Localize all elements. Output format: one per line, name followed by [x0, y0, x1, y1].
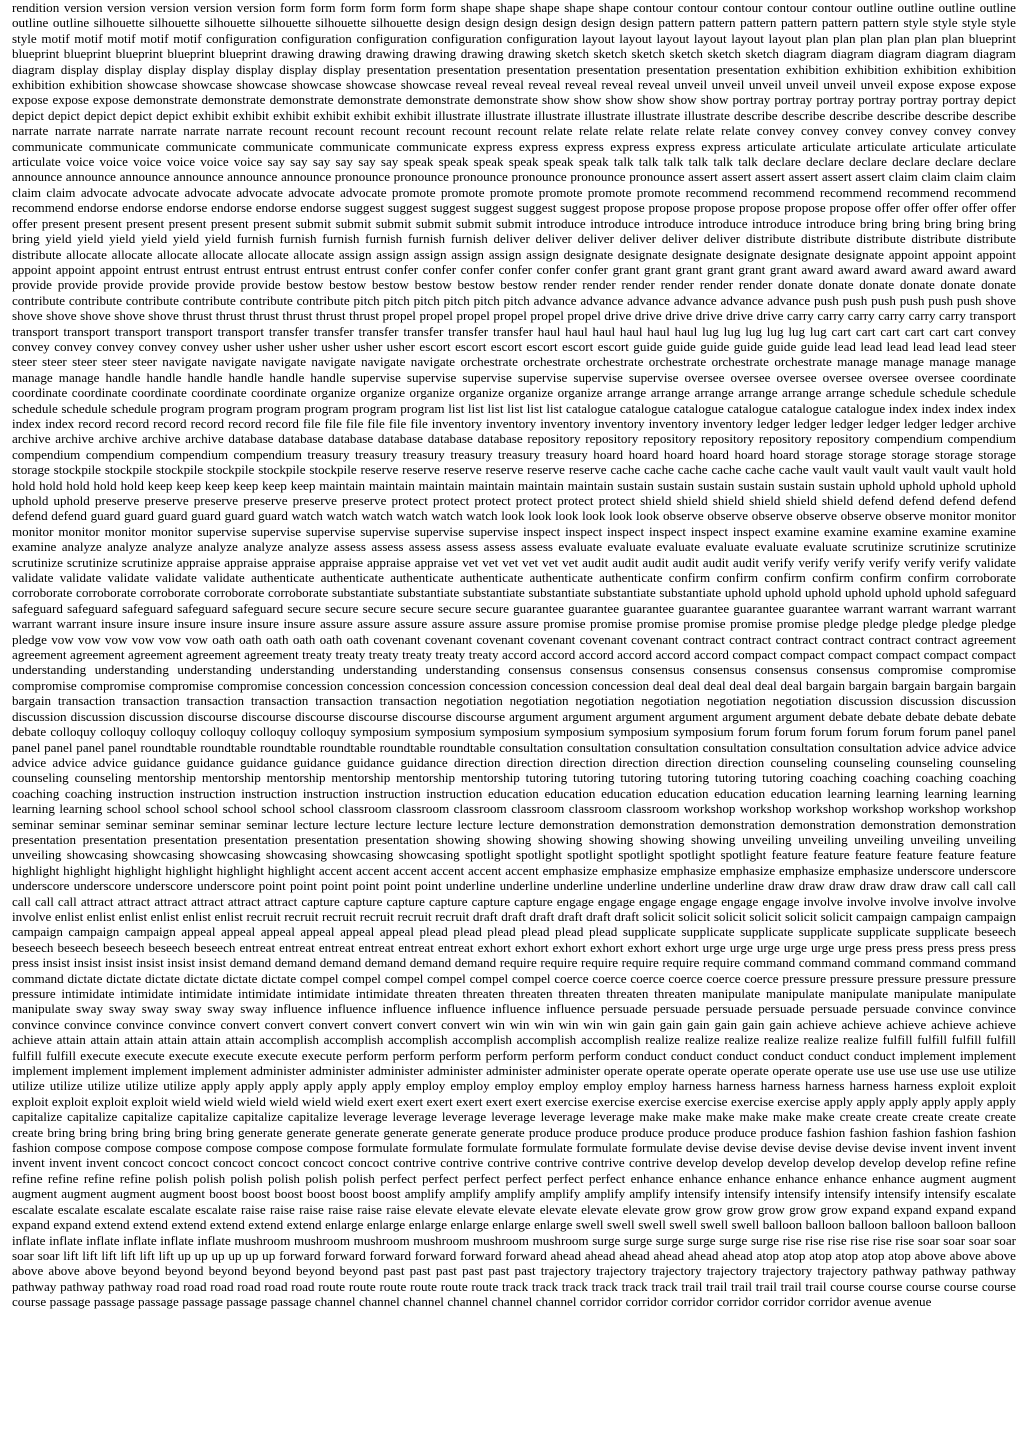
document-body [12, 0, 1016, 1446]
word-list-paragraph: rendition version version version version version form form form form form form shape shape shape shape shape contour contour contour contour contour outline outline outline outline outline outline silhouette silhouette silhouette silhouette silhouette silhouette design design design design design design pattern pattern pattern pattern pattern pattern style style style style style motif motif motif motif motif configuration configuration configuration configuration configuration layout layout layout layout layout layout plan plan plan plan plan plan blueprint blueprint blueprint blueprint blueprint blueprint drawing drawing drawing drawing drawing drawing sketch sketch sketch sketch sketch sketch diagram diagram diagram diagram diagram diagram display display display display display display display presentation presentation presentation presentation presentation presentation exhibition exhibition exhibition exhibition exhibition exhibition showcase showcase showcase showcase showcase showcase reveal reveal reveal reveal reveal reveal unveil unveil unveil unveil unveil unveil expose expose expose expose expose expose demonstrate demonstrate demonstrate demonstrate demonstrate demonstrate show show show show show show portray portray portray portray portray portray depict depict depict depict depict depict exhibit exhibit exhibit exhibit exhibit exhibit illustrate illustrate illustrate illustrate illustrate illustrate describe describe describe describe describe describe narrate narrate narrate narrate narrate narrate recount recount recount recount recount recount relate relate relate relate relate relate convey convey convey convey convey convey communicate communicate communicate communicate communicate communicate express express express express express express articulate articulate articulate articulate articulate articulate voice voice voice voice voice voice say say say say say say speak speak speak speak speak speak talk talk talk talk talk talk declare declare declare declare declare declare announce announce announce announce announce announce pronounce pronounce pronounce pronounce pronounce pronounce assert assert assert assert assert assert claim claim claim claim claim claim advocate advocate advocate advocate advocate advocate promote promote promote promote promote promote recommend recommend recommend recommend recommend recommend endorse endorse endorse endorse endorse endorse suggest suggest suggest suggest suggest suggest propose propose propose propose propose propose offer offer offer offer offer offer present present present present present present submit submit submit submit submit submit introduce introduce introduce introduce introduce introduce bring bring bring bring bring bring yield yield yield yield yield yield furnish furnish furnish furnish furnish furnish deliver deliver deliver deliver deliver deliver distribute distribute distribute distribute distribute distribute allocate allocate allocate allocate allocate allocate assign assign assign assign assign assign designate designate designate designate designate designate appoint appoint appoint appoint appoint appoint entrust entrust entrust entrust entrust entrust confer confer confer confer confer confer grant grant grant grant grant grant award award award award award award provide provide provide provide provide provide bestow bestow bestow bestow bestow bestow render render render render render render donate donate donate donate donate donate contribute contribute contribute contribute contribute contribute pitch pitch pitch pitch pitch pitch advance advance advance advance advance advance push push push push push push shove shove shove shove shove shove thrust thrust thrust thrust thrust thrust propel propel propel propel propel propel drive drive drive drive drive drive carry carry carry carry carry carry transport transport transport transport transport transport transfer transfer transfer transfer transfer transfer haul haul haul haul haul haul lug lug lug lug lug lug cart cart cart cart cart cart convey convey convey convey convey convey usher usher usher usher usher usher escort escort escort escort escort escort guide guide guide guide guide guide lead lead lead lead lead lead steer steer steer steer steer steer navigate navigate navigate navigate navigate navigate orchestrate orchestrate orchestrate orchestrate orchestrate orchestrate manage manage manage manage manage manage handle handle handle handle handle handle supervise supervise supervise supervise supervise supervise oversee oversee oversee oversee oversee oversee coordinate coordinate coordinate coordinate coordinate coordinate organize organize organize organize organize organize arrange arrange arrange arrange arrange arrange schedule schedule schedule schedule schedule schedule program program program program program program list list list list list list catalogue catalogue catalogue catalogue catalogue catalogue index index index index index index record record record record record record file file file file file file inventory inventory inventory inventory inventory inventory ledger ledger ledger ledger ledger ledger archive archive archive archive archive archive database database database database database database repository repository repository repository repository repository compendium compendium compendium compendium compendium compendium treasury treasury treasury treasury treasury treasury hoard hoard hoard hoard hoard hoard storage storage storage storage storage storage stockpile stockpile stockpile stockpile stockpile stockpile reserve reserve reserve reserve reserve reserve cache cache cache cache cache cache vault vault vault vault vault vault hold hold hold hold hold hold keep keep keep keep keep keep maintain maintain maintain maintain maintain maintain sustain sustain sustain sustain sustain sustain uphold uphold uphold uphold uphold uphold preserve preserve preserve preserve preserve preserve protect protect protect protect protect protect shield shield shield shield shield shield defend defend defend defend defend defend guard guard guard guard guard guard watch watch watch watch watch watch look look look look look look observe observe observe observe observe observe monitor monitor monitor monitor monitor monitor supervise supervise supervise supervise supervise supervise inspect inspect inspect inspect inspect inspect examine examine examine examine examine examine analyze analyze analyze analyze analyze analyze assess assess assess assess assess assess evaluate evaluate evaluate evaluate evaluate evaluate scrutinize scrutinize scrutinize scrutinize scrutinize scrutinize appraise appraise appraise appraise appraise appraise vet vet vet vet vet vet audit audit audit audit audit audit verify verify verify verify verify verify validate validate validate validate validate validate authenticate authenticate authenticate authenticate authenticate authenticate confirm confirm confirm confirm confirm confirm corroborate corroborate corroborate corroborate corroborate corroborate substantiate substantiate substantiate substantiate substantiate substantiate uphold uphold uphold uphold uphold uphold safeguard safeguard safeguard safeguard safeguard safeguard secure secure secure secure secure secure guarantee guarantee guarantee guarantee guarantee guarantee warrant warrant warrant warrant warrant warrant insure insure insure insure insure insure assure assure assure assure assure assure promise promise promise promise promise promise pledge pledge pledge pledge pledge pledge vow vow vow vow vow vow oath oath oath oath oath oath covenant covenant covenant covenant covenant covenant contract contract contract contract contract contract agreement agreement agreement agreement agreement agreement treaty treaty treaty treaty treaty treaty accord accord accord accord accord accord compact compact compact compact compact compact understanding understanding understanding understanding understanding understanding consensus consensus consensus consensus consensus consensus compromise compromise compromise compromise compromise compromise concession concession concession concession concession concession deal deal deal deal deal deal bargain bargain bargain bargain bargain bargain transaction transaction transaction transaction transaction transaction negotiation negotiation negotiation negotiation negotiation negotiation discussion discussion discussion discussion discussion discussion discourse discourse discourse discourse discourse discourse argument argument argument argument argument argument debate debate debate debate debate debate colloquy colloquy colloquy colloquy colloquy colloquy symposium symposium symposium symposium symposium symposium forum forum forum forum forum forum panel panel panel panel panel panel roundtable roundtable roundtable roundtable roundtable roundtable consultation consultation consultation consultation consultation consultation advice advice advice advice advice advice guidance guidance guidance guidance guidance guidance direction direction direction direction direction direction counseling counseling counseling counseling counseling counseling mentorship mentorship mentorship mentorship mentorship mentorship tutoring tutoring tutoring tutoring tutoring tutoring coaching coaching coaching coaching coaching coaching instruction instruction instruction instruction instruction instruction education education education education education education learning learning learning learning learning learning school school school school school school classroom classroom classroom classroom classroom classroom workshop workshop workshop workshop workshop workshop seminar seminar seminar seminar seminar seminar lecture lecture lecture lecture lecture lecture demonstration demonstration demonstration demonstration demonstration demonstration presentation presentation presentation presentation presentation presentation showing showing showing showing showing showing unveiling unveiling unveiling unveiling unveiling unveiling showcasing showcasing showcasing showcasing showcasing showcasing spotlight spotlight spotlight spotlight spotlight spotlight feature feature feature feature feature feature highlight highlight highlight highlight highlight highlight accent accent accent accent accent accent emphasize emphasize emphasize emphasize emphasize emphasize underscore underscore underscore underscore underscore underscore point point point point point point underline underline underline underline underline underline draw draw draw draw draw draw call call call call call call attract attract attract attract attract attract capture capture capture capture capture capture engage engage engage engage engage engage involve involve involve involve involve involve enlist enlist enlist enlist enlist enlist recruit recruit recruit recruit recruit recruit draft draft draft draft draft draft solicit solicit solicit solicit solicit solicit campaign campaign campaign campaign campaign campaign appeal appeal appeal appeal appeal appeal plead plead plead plead plead plead supplicate supplicate supplicate supplicate supplicate supplicate beseech beseech beseech beseech beseech beseech entreat entreat entreat entreat entreat entreat exhort exhort exhort exhort exhort exhort urge urge urge urge urge urge press press press press press press insist insist insist insist insist insist demand demand demand demand demand demand require require require require require require command command command command command command dictate dictate dictate dictate dictate dictate compel compel compel compel compel compel coerce coerce coerce coerce coerce coerce pressure pressure pressure pressure pressure pressure intimidate intimidate intimidate intimidate intimidate intimidate threaten threaten threaten threaten threaten threaten manipulate manipulate manipulate manipulate manipulate manipulate sway sway sway sway sway sway influence influence influence influence influence influence persuade persuade persuade persuade persuade persuade convince convince convince convince convince convince convert convert convert convert convert convert win win win win win win gain gain gain gain gain gain achieve achieve achieve achieve achieve achieve attain attain attain attain attain attain accomplish accomplish accomplish accomplish accomplish accomplish realize realize realize realize realize realize fulfill fulfill fulfill fulfill fulfill fulfill execute execute execute execute execute execute perform perform perform perform perform perform conduct conduct conduct conduct conduct conduct implement implement implement implement implement implement administer administer administer administer administer administer operate operate operate operate operate operate use use use use use use utilize utilize utilize utilize utilize utilize apply apply apply apply apply apply employ employ employ employ employ employ harness harness harness harness harness harness exploit exploit exploit exploit exploit exploit wield wield wield wield wield wield exert exert exert exert exert exert exercise exercise exercise exercise exercise exercise apply apply apply apply apply apply capitalize capitalize capitalize capitalize capitalize capitalize leverage leverage leverage leverage leverage leverage make make make make make make create create create create create create bring bring bring bring bring bring generate generate generate generate generate generate produce produce produce produce produce produce fashion fashion fashion fashion fashion fashion compose compose compose compose compose compose formulate formulate formulate formulate formulate formulate devise devise devise devise devise devise invent invent invent invent invent invent concoct concoct concoct concoct concoct concoct contrive contrive contrive contrive contrive contrive develop develop develop develop develop develop refine refine refine refine refine refine polish polish polish polish polish polish perfect perfect perfect perfect perfect perfect enhance enhance enhance enhance enhance enhance augment augment augment augment augment augment boost boost boost boost boost boost amplify amplify amplify amplify amplify amplify intensify intensify intensify intensify intensify intensify escalate escalate escalate escalate escalate escalate raise raise raise raise raise raise elevate elevate elevate elevate elevate elevate grow grow grow grow grow grow expand expand expand expand expand expand extend extend extend extend extend extend enlarge enlarge enlarge enlarge enlarge enlarge swell swell swell swell swell swell balloon balloon balloon balloon balloon balloon inflate inflate inflate inflate inflate inflate mushroom mushroom mushroom mushroom mushroom mushroom surge surge surge surge surge surge rise rise rise rise rise rise soar soar soar soar soar soar lift lift lift lift lift lift up up up up up up forward forward forward forward forward forward ahead ahead ahead ahead ahead ahead atop atop atop atop atop atop above above above above above above beyond beyond beyond beyond beyond beyond past past past past past past trajectory trajectory trajectory trajectory trajectory trajectory pathway pathway pathway pathway pathway pathway road road road road road road route route route route route route track track track track track track trail trail trail trail trail trail course course course course course course passage passage passage passage passage passage channel channel channel channel channel channel corridor corridor corridor corridor corridor corridor avenue avenue [12, 0, 1016, 1310]
